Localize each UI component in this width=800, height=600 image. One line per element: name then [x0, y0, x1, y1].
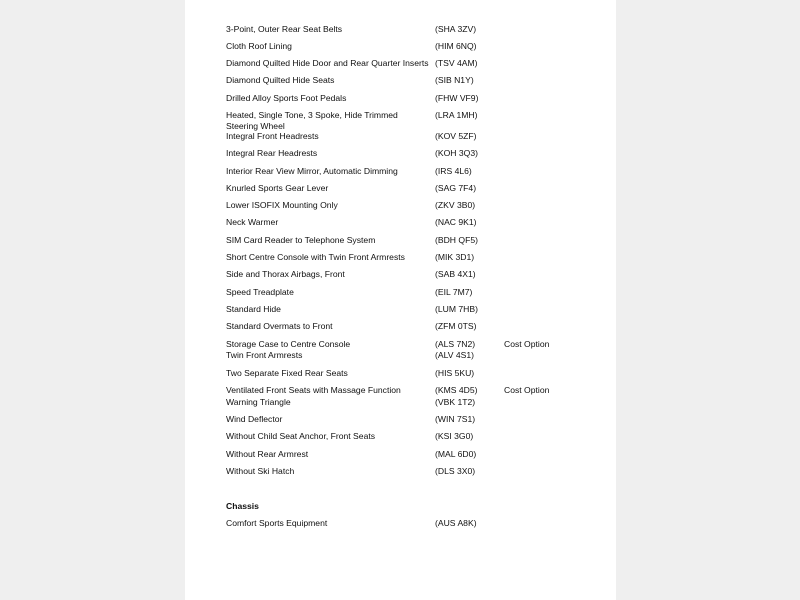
- option-name: Cloth Roof Lining: [226, 41, 292, 51]
- document-page: [185, 0, 616, 600]
- option-name: Warning Triangle: [226, 397, 291, 407]
- option-code: (SAB 4X1): [435, 269, 476, 279]
- option-code: (SHA 3ZV): [435, 24, 477, 34]
- option-name: 3-Point, Outer Rear Seat Belts: [226, 24, 343, 34]
- option-name: Ventilated Front Seats with Massage Function: [226, 385, 401, 395]
- cost-option-label: Cost Option: [504, 339, 550, 349]
- option-name: Twin Front Armrests: [226, 350, 303, 360]
- option-code: (MIK 3D1): [435, 252, 475, 262]
- option-code: (MAL 6D0): [435, 449, 477, 459]
- option-name: Diamond Quilted Hide Seats: [226, 75, 335, 85]
- option-name: Integral Front Headrests: [226, 131, 319, 141]
- option-code: (HIM 6NQ): [435, 41, 477, 51]
- option-name: Without Child Seat Anchor, Front Seats: [226, 431, 376, 441]
- option-name: Without Ski Hatch: [226, 466, 295, 476]
- option-code: (SIB N1Y): [435, 75, 474, 85]
- option-name: Comfort Sports Equipment: [226, 518, 328, 528]
- option-name: Lower ISOFIX Mounting Only: [226, 200, 338, 210]
- option-name: SIM Card Reader to Telephone System: [226, 235, 376, 245]
- option-code: (KMS 4D5): [435, 385, 478, 395]
- option-code: (EIL 7M7): [435, 287, 473, 297]
- option-name: Knurled Sports Gear Lever: [226, 183, 329, 193]
- option-code: (AUS A8K): [435, 518, 477, 528]
- option-name: Without Rear Armrest: [226, 449, 309, 459]
- option-name: Standard Overmats to Front: [226, 321, 333, 331]
- option-code: (BDH QF5): [435, 235, 478, 245]
- section-title-chassis: Chassis: [226, 501, 259, 511]
- option-name: Side and Thorax Airbags, Front: [226, 269, 345, 279]
- option-code: (LUM 7HB): [435, 304, 478, 314]
- option-code: (DLS 3X0): [435, 466, 476, 476]
- option-code: (KSI 3G0): [435, 431, 474, 441]
- option-code: (VBK 1T2): [435, 397, 476, 407]
- option-code: (SAG 7F4): [435, 183, 477, 193]
- option-name: Storage Case to Centre Console: [226, 339, 351, 349]
- option-name: Speed Treadplate: [226, 287, 294, 297]
- option-name: Integral Rear Headrests: [226, 148, 318, 158]
- option-name: Drilled Alloy Sports Foot Pedals: [226, 93, 347, 103]
- option-code: (ZKV 3B0): [435, 200, 476, 210]
- option-code: (KOH 3Q3): [435, 148, 478, 158]
- option-name: Diamond Quilted Hide Door and Rear Quarter Inserts: [226, 58, 429, 68]
- option-code: (NAC 9K1): [435, 217, 477, 227]
- option-code: (WIN 7S1): [435, 414, 476, 424]
- option-name: Wind Deflector: [226, 414, 283, 424]
- option-code: (LRA 1MH): [435, 110, 478, 120]
- option-code: (ALV 4S1): [435, 350, 475, 360]
- option-name: Two Separate Fixed Rear Seats: [226, 368, 348, 378]
- option-name: Interior Rear View Mirror, Automatic Dimming: [226, 166, 398, 176]
- option-code: (ALS 7N2): [435, 339, 476, 349]
- option-code: (ZFM 0TS): [435, 321, 477, 331]
- option-code: (TSV 4AM): [435, 58, 478, 68]
- option-code: (FHW VF9): [435, 93, 479, 103]
- option-name: Neck Warmer: [226, 217, 279, 227]
- option-name: Short Centre Console with Twin Front Armrests: [226, 252, 405, 262]
- option-name: Standard Hide: [226, 304, 281, 314]
- option-code: (IRS 4L6): [435, 166, 472, 176]
- option-name: Heated, Single Tone, 3 Spoke, Hide Trimmed Steering Wheel: [226, 110, 398, 131]
- option-code: (HIS 5KU): [435, 368, 475, 378]
- cost-option-label: Cost Option: [504, 385, 550, 395]
- option-code: (KOV 5ZF): [435, 131, 477, 141]
